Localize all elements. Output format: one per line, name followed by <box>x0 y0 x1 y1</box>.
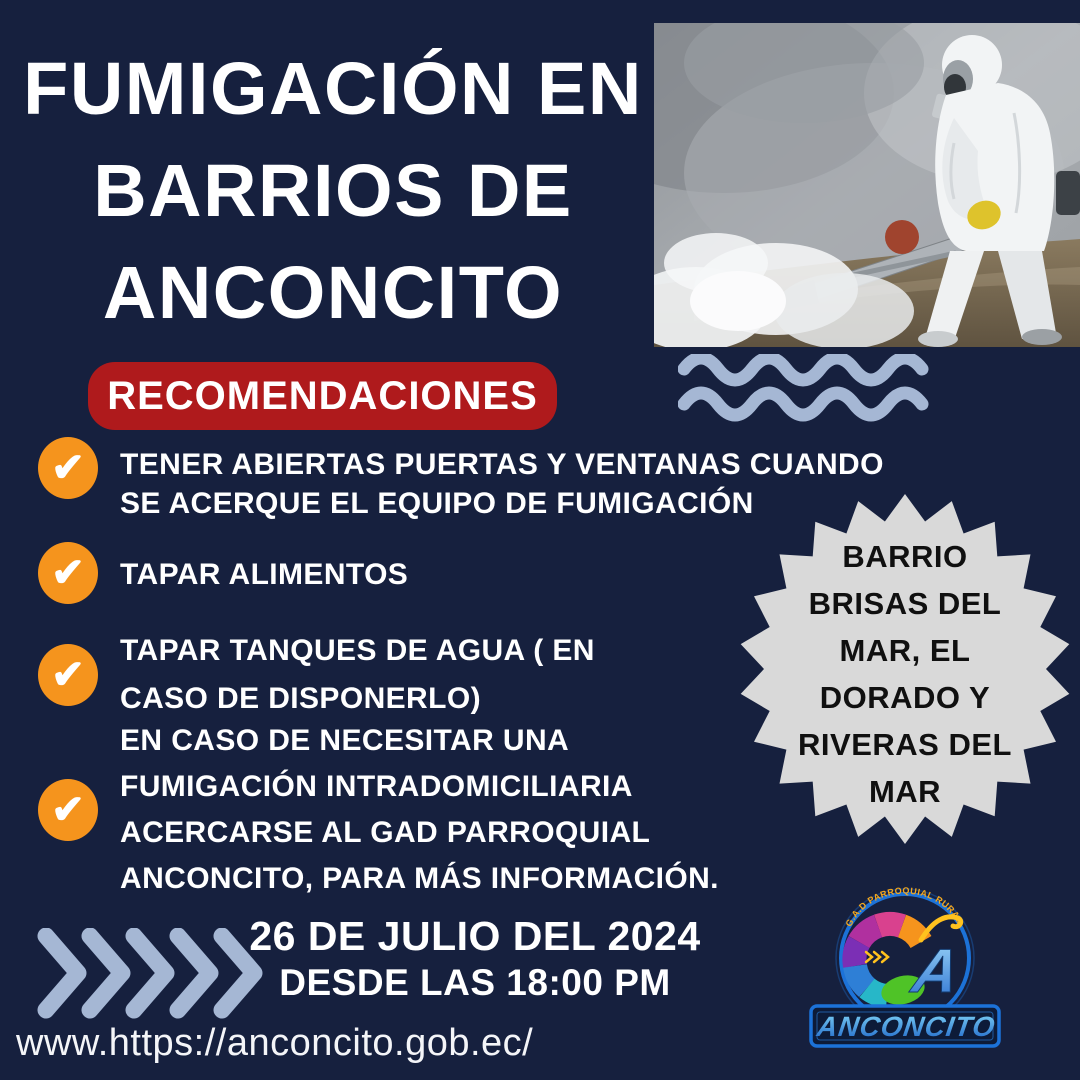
fumigation-photo <box>654 23 1080 347</box>
page-title <box>8 38 658 344</box>
anconcito-logo <box>806 880 1006 1056</box>
checklist-item-4-line-2: FUMIGACIÓN INTRADOMICILIARIA <box>120 770 633 803</box>
website-url: www.https://anconcito.gob.ec/ <box>16 1022 534 1064</box>
event-date: 26 DE JULIO DEL 2024 <box>249 913 701 959</box>
page-title-line-3: ANCONCITO <box>102 251 564 334</box>
anconcito-logo-art <box>806 880 1006 1056</box>
star-badge <box>737 492 1073 846</box>
recommendations-badge-label: RECOMENDACIONES <box>107 373 538 418</box>
check-icon: ✔ <box>38 542 98 604</box>
star-line-6: MAR <box>868 774 942 809</box>
checklist-item-1-line-1: TENER ABIERTAS PUERTAS Y VENTANAS CUANDO <box>120 448 884 481</box>
event-time: DESDE LAS 18:00 PM <box>279 962 671 1003</box>
checklist-item-1-line-2: SE ACERQUE EL EQUIPO DE FUMIGACIÓN <box>120 487 754 520</box>
checklist-item-2-line-1: TAPAR ALIMENTOS <box>120 558 409 591</box>
waves-icon <box>678 354 958 426</box>
star-line-3: MAR, EL <box>839 633 971 668</box>
logo-monogram-a: A <box>907 936 965 1006</box>
fumigation-photo-art <box>654 23 1080 347</box>
checklist-item-3-line-2: CASO DE DISPONERLO) <box>120 682 481 715</box>
checklist-item-4-line-4: ANCONCITO, PARA MÁS INFORMACIÓN. <box>120 862 719 895</box>
chevrons-icon <box>36 928 266 1020</box>
star-line-2: BRISAS DEL <box>808 586 1002 621</box>
recommendations-badge <box>88 362 557 430</box>
checklist-item-4-line-1: EN CASO DE NECESITAR UNA <box>120 724 570 757</box>
logo-wordmark: ANCONCITO <box>815 1011 998 1042</box>
star-line-1: BARRIO <box>842 539 968 574</box>
page-title-line-2: BARRIOS DE <box>93 149 573 232</box>
check-icon: ✔ <box>38 644 98 706</box>
star-line-5: RIVERAS DEL <box>798 727 1012 762</box>
checklist-item-4-line-3: ACERCARSE AL GAD PARROQUIAL <box>120 816 651 849</box>
star-badge-text <box>737 533 1073 815</box>
star-line-4: DORADO Y <box>819 680 991 715</box>
page-title-line-1: FUMIGACIÓN EN <box>23 47 643 130</box>
check-icon: ✔ <box>38 437 98 499</box>
checklist-item-3-line-1: TAPAR TANQUES DE AGUA ( EN <box>120 634 595 667</box>
logo-org-name: G.A.D PARROQUIAL RURAL <box>843 885 966 929</box>
event-schedule <box>245 913 705 1005</box>
check-icon: ✔ <box>38 779 98 841</box>
